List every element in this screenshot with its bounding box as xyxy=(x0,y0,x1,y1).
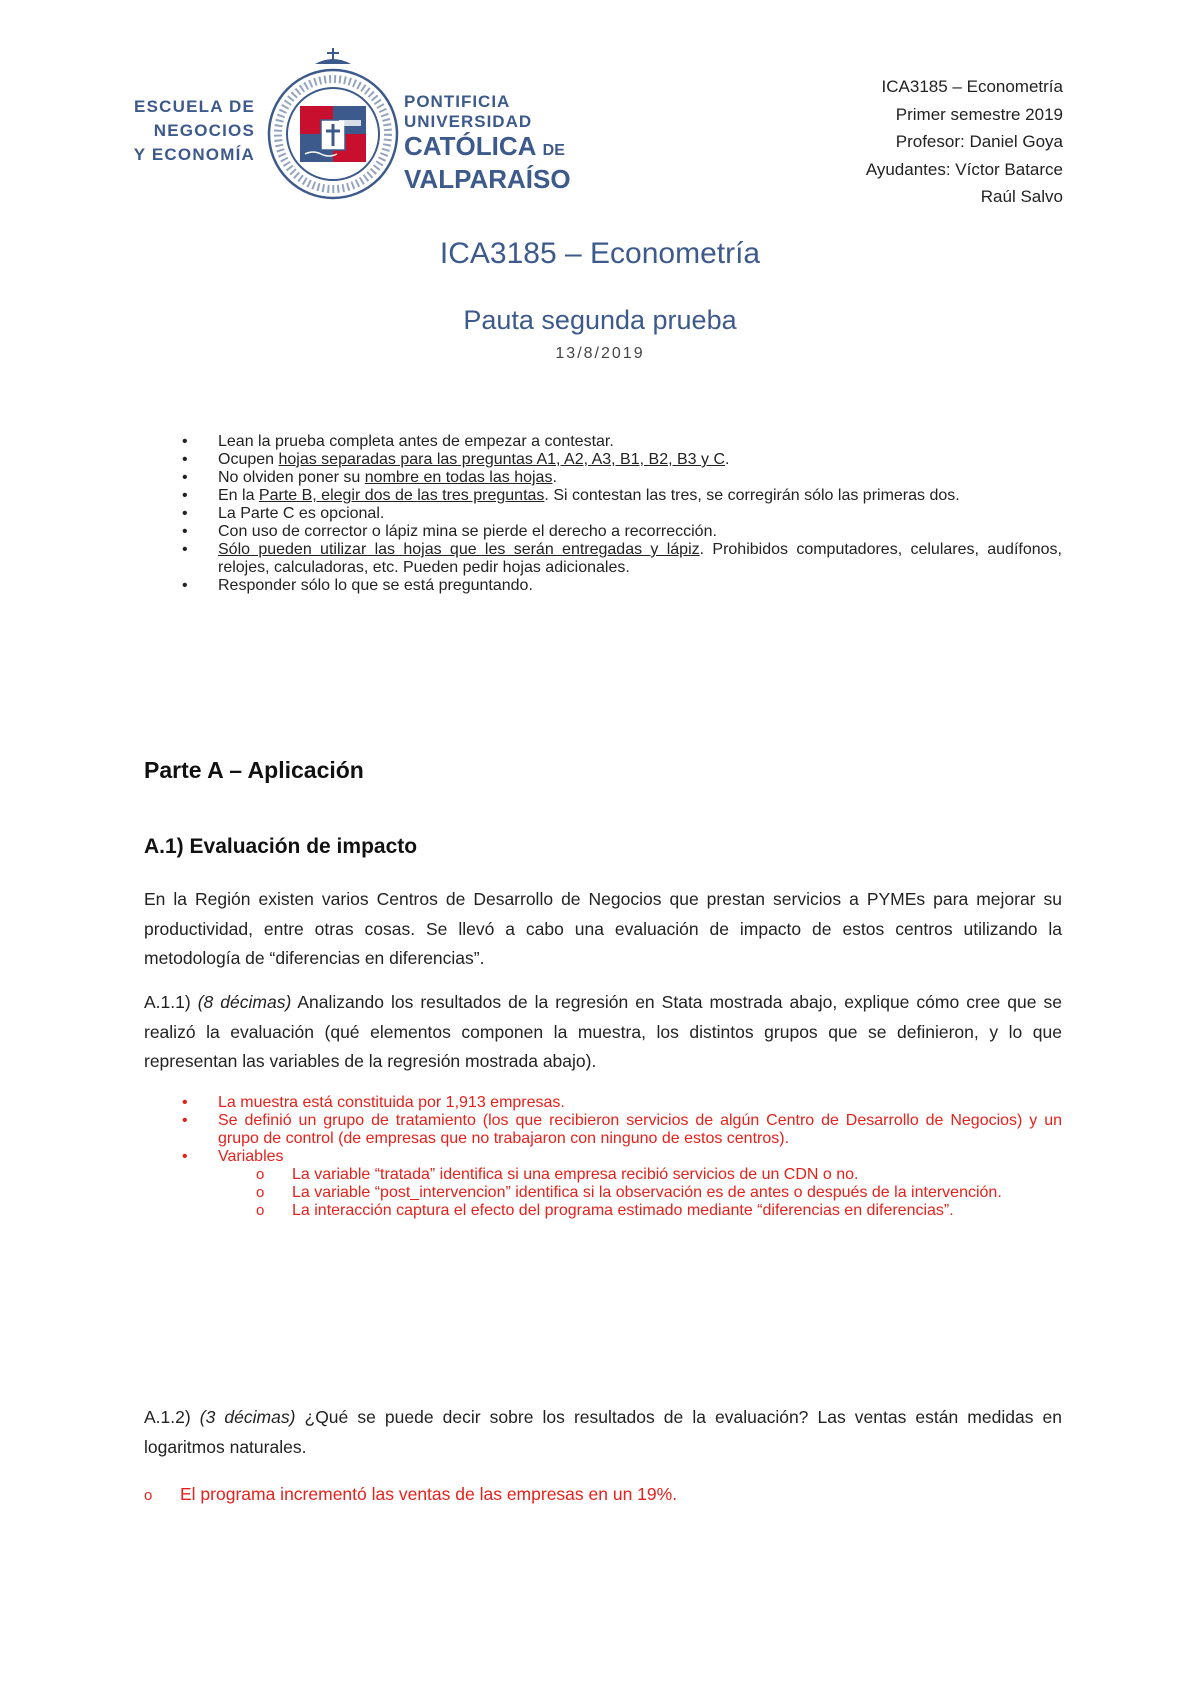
bullet-icon: • xyxy=(182,469,188,486)
answer-text: La muestra está constituida por 1,913 empresas. xyxy=(218,1094,565,1111)
instruction-text: Lean la prueba completa antes de empezar a contestar. xyxy=(218,433,614,450)
list-item xyxy=(182,1112,1062,1148)
instruction-text: . Si contestan las tres, se corregirán sólo las primeras dos. xyxy=(544,487,960,504)
list-item xyxy=(182,577,1062,595)
instruction-underlined: Parte B, elegir dos de las tres preguntas xyxy=(258,487,545,504)
list-item xyxy=(182,1148,1062,1220)
circle-bullet-icon: o xyxy=(144,1487,153,1504)
instruction-text: En la xyxy=(218,487,259,504)
answer-a1-2 xyxy=(144,1480,1062,1511)
university-name xyxy=(404,92,571,193)
question-text: ¿Qué se puede decir sobre los resultados de la evaluación? Las ventas están medidas en logaritmos naturales. xyxy=(144,1407,1062,1457)
list-item xyxy=(256,1202,1062,1220)
university-line: UNIVERSIDAD xyxy=(404,112,533,131)
instruction-underlined: nombre en todas las hojas xyxy=(364,469,553,486)
question-label: A.1.1) xyxy=(144,992,198,1012)
instruction-underlined: Sólo pueden utilizar las hojas que les serán entregadas y lápiz xyxy=(218,541,700,558)
bullet-icon: • xyxy=(182,1148,188,1165)
question-label: A.1.2) xyxy=(144,1407,200,1427)
circle-bullet-icon: o xyxy=(256,1166,265,1183)
list-item xyxy=(182,469,1062,487)
answer-text: Se definió un grupo de tratamiento (los que recibieron servicios de algún Centro de Desarrollo de Negocios) y un grupo de control (de empresas que no trabajaron con ninguno de estos centros). xyxy=(218,1112,1062,1147)
list-item xyxy=(182,433,1062,451)
course-info xyxy=(866,73,1063,211)
list-item xyxy=(182,1094,1062,1112)
university-seal-logo xyxy=(263,46,403,201)
list-item xyxy=(256,1184,1062,1202)
course-info-line: ICA3185 – Econometría xyxy=(881,77,1063,96)
section-intro: En la Región existen varios Centros de Desarrollo de Negocios que prestan servicios a PYMEs para mejorar su productividad, entre otras cosas. Se llevó a cabo una evaluación de impacto de estos centros utilizando la metodología de “diferencias en diferencias”. xyxy=(144,889,1062,968)
question-points: (8 décimas) xyxy=(197,992,292,1012)
answer-text: La variable “post_intervencion” identifica si la observación es de antes o después de la intervención. xyxy=(292,1184,1002,1201)
question-a1-2 xyxy=(144,1403,1062,1462)
instructions-list xyxy=(182,433,1062,595)
list-item xyxy=(182,505,1062,523)
instruction-text: . xyxy=(725,451,730,468)
question-a1-1 xyxy=(144,988,1062,1077)
section-a1-heading: A.1) Evaluación de impacto xyxy=(144,835,418,858)
document-title: ICA3185 – Econometría xyxy=(439,237,761,270)
bullet-icon: • xyxy=(182,523,188,540)
university-line: PONTIFICIA xyxy=(404,92,511,111)
instruction-text: Con uso de corrector o lápiz mina se pierde el derecho a recorrección. xyxy=(218,523,717,540)
university-line xyxy=(404,132,571,165)
bullet-icon: • xyxy=(182,451,188,468)
school-line: ESCUELA DE xyxy=(134,97,255,116)
answer-text: El programa incrementó las ventas de las empresas en un 19%. xyxy=(180,1484,678,1504)
list-item xyxy=(182,451,1062,469)
school-name xyxy=(115,95,255,167)
course-info-line: Raúl Salvo xyxy=(980,187,1063,206)
course-info-line: Profesor: Daniel Goya xyxy=(895,132,1063,151)
bullet-icon: • xyxy=(182,541,188,558)
bullet-icon: • xyxy=(182,577,188,594)
document-date: 13/8/2019 xyxy=(555,345,645,362)
question-points: (3 décimas) xyxy=(199,1407,296,1427)
bullet-icon: • xyxy=(182,505,188,522)
list-item xyxy=(182,487,1062,505)
list-item xyxy=(256,1166,1062,1184)
instruction-text: Responder sólo lo que se está preguntando. xyxy=(218,577,533,594)
instruction-text: . xyxy=(552,469,557,486)
part-a-heading: Parte A – Aplicación xyxy=(144,757,364,783)
instruction-text: No olviden poner su xyxy=(218,469,365,486)
school-line: Y ECONOMÍA xyxy=(133,145,255,164)
list-item xyxy=(182,523,1062,541)
circle-bullet-icon: o xyxy=(256,1202,265,1219)
bullet-icon: • xyxy=(182,1094,188,1111)
school-line: NEGOCIOS xyxy=(153,121,255,140)
instruction-text: Ocupen xyxy=(218,451,279,468)
bullet-icon: • xyxy=(182,1112,188,1129)
instruction-underlined: hojas separadas para las preguntas A1, A2, A3, B1, B2, B3 y C xyxy=(278,451,725,468)
answer-text: Variables xyxy=(218,1148,284,1165)
instruction-text: La Parte C es opcional. xyxy=(218,505,385,522)
university-line: VALPARAÍSO xyxy=(404,164,571,194)
answer-text: La interacción captura el efecto del programa estimado mediante “diferencias en diferencias”. xyxy=(292,1202,954,1219)
list-item xyxy=(182,541,1062,577)
circle-bullet-icon: o xyxy=(256,1184,265,1201)
answer-sublist xyxy=(256,1166,1062,1220)
course-info-line: Ayudantes: Víctor Batarce xyxy=(865,159,1063,179)
course-info-line: Primer semestre 2019 xyxy=(895,104,1063,124)
bullet-icon: • xyxy=(182,433,188,450)
university-word: CATÓLICA xyxy=(404,131,536,161)
instruction-text: . Prohibidos computadores, celulares, audífonos, relojes, calculadoras, etc. Pueden pedir hojas adicionales. xyxy=(218,541,1062,576)
university-word-small: DE xyxy=(542,142,565,159)
bullet-icon: • xyxy=(182,487,188,504)
question-text: Analizando los resultados de la regresión en Stata mostrada abajo, explique cómo cree que se realizó la evaluación (qué elementos componen la muestra, los distintos grupos que se definieron, y lo que representan las variables de la regresión mostrada abajo). xyxy=(144,992,1062,1071)
answer-a1-1-list xyxy=(182,1094,1062,1220)
answer-text: La variable “tratada” identifica si una empresa recibió servicios de un CDN o no. xyxy=(292,1166,859,1183)
document-subtitle: Pauta segunda prueba xyxy=(463,305,737,335)
